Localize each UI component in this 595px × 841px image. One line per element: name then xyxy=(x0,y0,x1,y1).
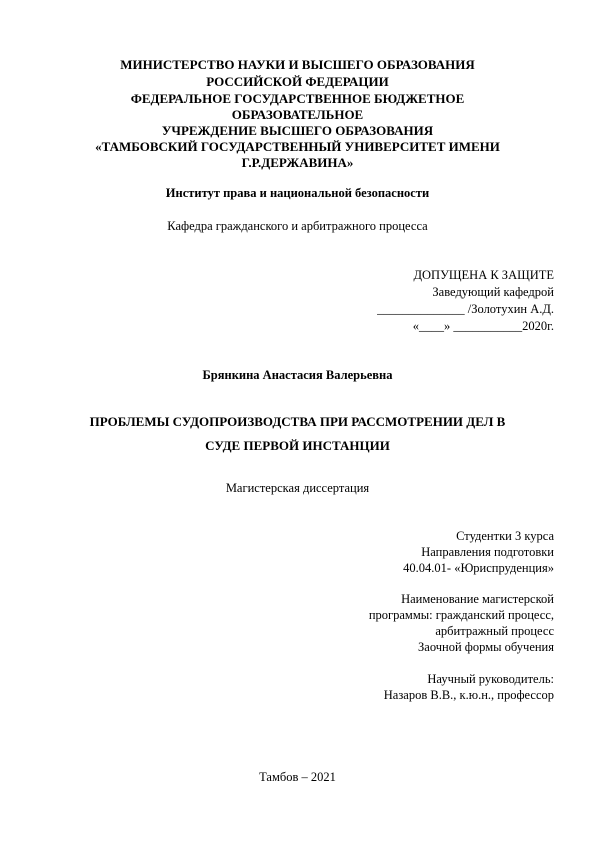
header-line-5: УЧРЕЖДЕНИЕ ВЫСШЕГО ОБРАЗОВАНИЯ xyxy=(161,123,434,138)
header-line-3: ФЕДЕРАЛЬНОЕ ГОСУДАРСТВЕННОЕ БЮДЖЕТНОЕ xyxy=(130,91,465,106)
header-line-2: РОССИЙСКОЙ ФЕДЕРАЦИИ xyxy=(206,74,389,89)
thesis-title-line-1: ПРОБЛЕМЫ СУДОПРОИЗВОДСТВА ПРИ РАССМОТРЕНИИ ДЕЛ В xyxy=(89,414,506,429)
student-info-line-3: 40.04.01- «Юриспруденция» xyxy=(403,561,554,575)
header-line-4: ОБРАЗОВАТЕЛЬНОЕ xyxy=(231,107,364,122)
approval-signature: ______________ /Золотухин А.Д. xyxy=(377,302,554,316)
program-info-line-1: Наименование магистерской xyxy=(401,592,554,606)
supervisor-label: Научный руководитель: xyxy=(427,672,554,686)
approval-date: «____» ___________2020г. xyxy=(412,319,554,333)
supervisor-name: Назаров В.В., к.ю.н., профессор xyxy=(383,688,554,702)
header-line-1: МИНИСТЕРСТВО НАУКИ И ВЫСШЕГО ОБРАЗОВАНИЯ xyxy=(120,57,475,72)
student-info-line-1: Студентки 3 курса xyxy=(456,529,554,543)
department-name: Кафедра гражданского и арбитражного процесса xyxy=(167,219,428,233)
author-name: Брянкина Анастасия Валерьевна xyxy=(202,368,393,382)
institute-name: Институт права и национальной безопасности xyxy=(165,186,430,200)
header-line-7: Г.Р.ДЕРЖАВИНА» xyxy=(241,155,354,170)
program-info-line-3: арбитражный процесс xyxy=(435,624,554,638)
approval-role: Заведующий кафедрой xyxy=(432,285,554,299)
footer-city-year: Тамбов – 2021 xyxy=(259,770,336,784)
program-info-line-4: Заочной формы обучения xyxy=(418,640,554,654)
approval-title: ДОПУЩЕНА К ЗАЩИТЕ xyxy=(413,268,554,282)
thesis-title-line-2: СУДЕ ПЕРВОЙ ИНСТАНЦИИ xyxy=(205,438,390,453)
header-line-6: «ТАМБОВСКИЙ ГОСУДАРСТВЕННЫЙ УНИВЕРСИТЕТ ИМЕНИ xyxy=(95,139,500,154)
program-info-line-2: программы: гражданский процесс, xyxy=(368,608,554,622)
student-info-line-2: Направления подготовки xyxy=(421,545,554,559)
work-type: Магистерская диссертация xyxy=(225,481,370,495)
